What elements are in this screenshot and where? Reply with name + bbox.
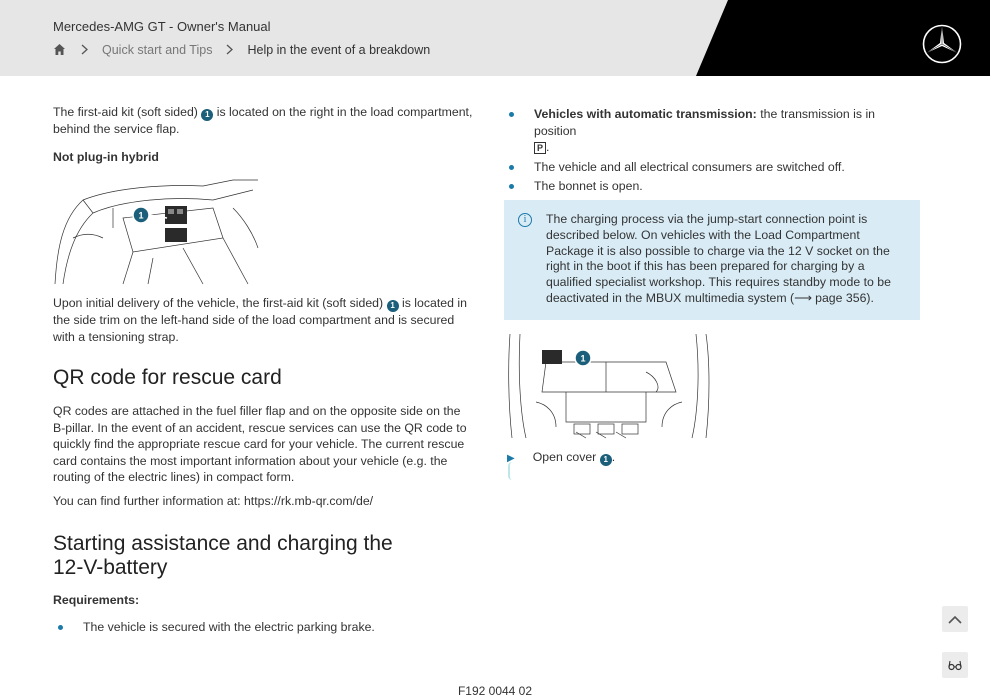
manual-title: Mercedes-AMG GT - Owner's Manual bbox=[53, 19, 271, 34]
header-black-panel bbox=[0, 0, 990, 76]
figure-code: F192 0044 02 bbox=[457, 684, 533, 698]
list-item: Vehicles with automatic transmission: the transmission is in position P . bbox=[504, 106, 920, 156]
initial-delivery-paragraph: Upon initial delivery of the vehicle, the first-aid kit (soft sided) 1 is located in the side trim on the left-hand side of the load compartment and is secured with a tensioning strap. bbox=[53, 296, 467, 344]
bullet-dot bbox=[509, 184, 514, 189]
mercedes-star-logo bbox=[921, 23, 963, 65]
callout-1-badge: 1 bbox=[387, 300, 399, 312]
svg-text:1: 1 bbox=[580, 353, 586, 364]
bullet-dot bbox=[509, 112, 514, 117]
scroll-indicator bbox=[508, 462, 516, 480]
qr-code-heading: QR code for rescue card bbox=[53, 366, 282, 389]
open-cover-step: ▶ Open cover 1 . bbox=[507, 450, 616, 464]
chevron-right-icon bbox=[226, 42, 233, 58]
list-item: The bonnet is open. bbox=[504, 178, 920, 195]
chevron-right-icon bbox=[81, 42, 88, 58]
requirements-label: Requirements: bbox=[53, 593, 140, 607]
callout-1-badge: 1 bbox=[201, 109, 213, 121]
bullet-dot bbox=[58, 625, 63, 630]
starting-assistance-heading: Starting assistance and charging the 12-V-battery bbox=[53, 532, 393, 579]
left-column bbox=[53, 104, 473, 165]
info-text: The charging process via the jump-start connection point is described below. On vehicles with the Load Compartment Package it is also possible to charge via the 12 V socket on the right in the boot if this has been prepared for charging by a qualified specialist workshop. This requires standby mode to be deactivated in the MBUX multimedia system (⟶ page 356). bbox=[546, 212, 891, 305]
breadcrumb-item-quick-start[interactable]: Quick start and Tips bbox=[102, 43, 213, 57]
info-box bbox=[504, 200, 920, 320]
breadcrumb bbox=[53, 42, 430, 58]
header-bar bbox=[0, 0, 990, 76]
step-arrow-icon: ▶ bbox=[507, 453, 515, 464]
list-item: The vehicle and all electrical consumers are switched off. bbox=[504, 159, 920, 176]
breadcrumb-item-current: Help in the event of a breakdown bbox=[247, 43, 431, 57]
list-item: The vehicle is secured with the electric parking brake. bbox=[53, 619, 473, 636]
gear-position-p: P bbox=[534, 142, 546, 154]
requirements-list-continued bbox=[504, 106, 920, 195]
requirements-list bbox=[53, 619, 473, 636]
initial-delivery-block bbox=[53, 295, 473, 345]
load-compartment-illustration bbox=[53, 178, 263, 286]
qr-code-paragraph: QR codes are attached in the fuel filler flap and on the opposite side on the B-pillar. In the event of an accident, rescue services can use the QR code to quickly find the appropriate rescue card for your vehicle. The current rescue card contains the most important information about your vehicle (e.g. the routing of the electric lines) in compact form. bbox=[53, 404, 467, 484]
bullet-dot bbox=[509, 165, 514, 170]
engine-compartment-illustration bbox=[506, 332, 712, 440]
home-icon[interactable] bbox=[53, 43, 67, 57]
scroll-to-top-button[interactable] bbox=[942, 606, 968, 632]
chevron-up-icon bbox=[948, 615, 962, 624]
callout-1-badge: 1 bbox=[600, 454, 612, 466]
further-info-text: You can find further information at: https://rk.mb-qr.com/de/ bbox=[53, 494, 374, 508]
svg-text:1: 1 bbox=[138, 210, 144, 221]
not-plugin-subhead: Not plug-in hybrid bbox=[53, 149, 159, 164]
glasses-icon bbox=[947, 659, 963, 671]
first-aid-paragraph: The first-aid kit (soft sided) 1 is located on the right in the load compartment, behind the service flap. bbox=[53, 105, 473, 136]
info-icon: i bbox=[518, 213, 532, 227]
reading-mode-button[interactable] bbox=[942, 652, 968, 678]
